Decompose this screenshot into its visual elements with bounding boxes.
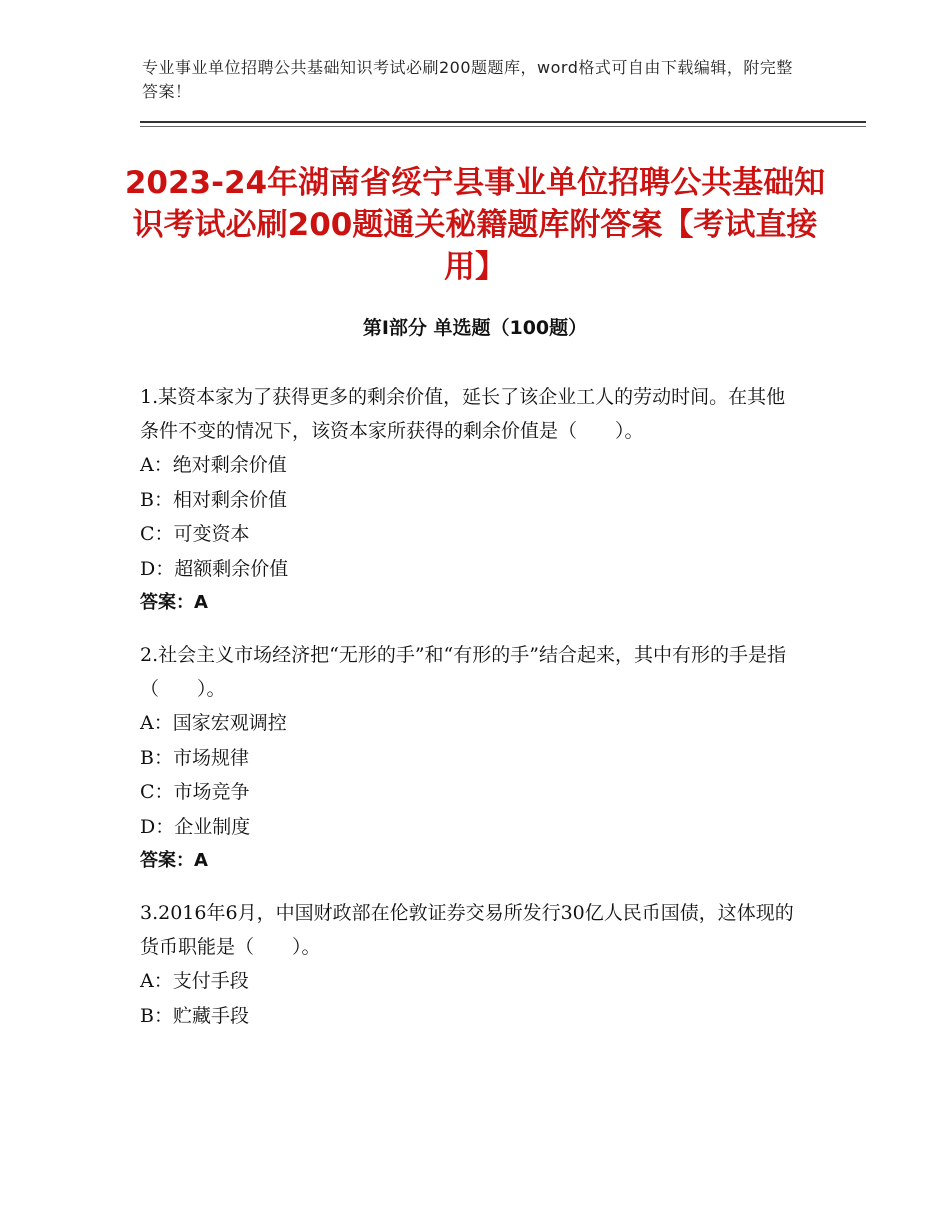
answer: 答案：A bbox=[140, 592, 208, 613]
option-a: A：国家宏观调控 bbox=[140, 712, 287, 734]
answer: 答案：A bbox=[140, 850, 208, 871]
option-a: A：支付手段 bbox=[140, 970, 249, 992]
option-c: C：可变资本 bbox=[140, 523, 250, 545]
header-divider-thin bbox=[140, 126, 866, 127]
option-d: D：超额剩余价值 bbox=[140, 557, 289, 580]
option-a: A：绝对剩余价值 bbox=[140, 454, 287, 476]
option-d: D：企业制度 bbox=[140, 815, 251, 838]
question-1 bbox=[140, 380, 800, 620]
question-stem: 1.某资本家为了获得更多的剩余价值，延长了该企业工人的劳动时间。在其他条件不变的情况下，该资本家所获得的剩余价值是（ ）。 bbox=[140, 386, 786, 442]
question-stem: 2.社会主义市场经济把“无形的手”和“有形的手”结合起来，其中有形的手是指（ ）。 bbox=[140, 644, 786, 700]
question-list bbox=[140, 380, 800, 1051]
option-c: C：市场竞争 bbox=[140, 781, 250, 803]
option-b: B：市场规律 bbox=[140, 746, 249, 769]
document-title: 2023-24年湖南省绥宁县事业单位招聘公共基础知识考试必刷200题通关秘籍题库附答案【考试直接用】 bbox=[124, 165, 826, 285]
header-note: 专业事业单位招聘公共基础知识考试必刷200题题库，word格式可自由下载编辑，附完整答案！ bbox=[142, 58, 793, 101]
option-b: B：相对剩余价值 bbox=[140, 488, 287, 511]
question-3 bbox=[140, 896, 800, 1033]
header-divider-thick bbox=[140, 121, 866, 123]
question-2 bbox=[140, 638, 800, 878]
section-title: 第I部分 单选题（100题） bbox=[362, 317, 588, 339]
option-b: B：贮藏手段 bbox=[140, 1004, 249, 1027]
question-stem: 3.2016年6月，中国财政部在伦敦证券交易所发行30亿人民币国债，这体现的货币职能是（ ）。 bbox=[140, 902, 794, 958]
